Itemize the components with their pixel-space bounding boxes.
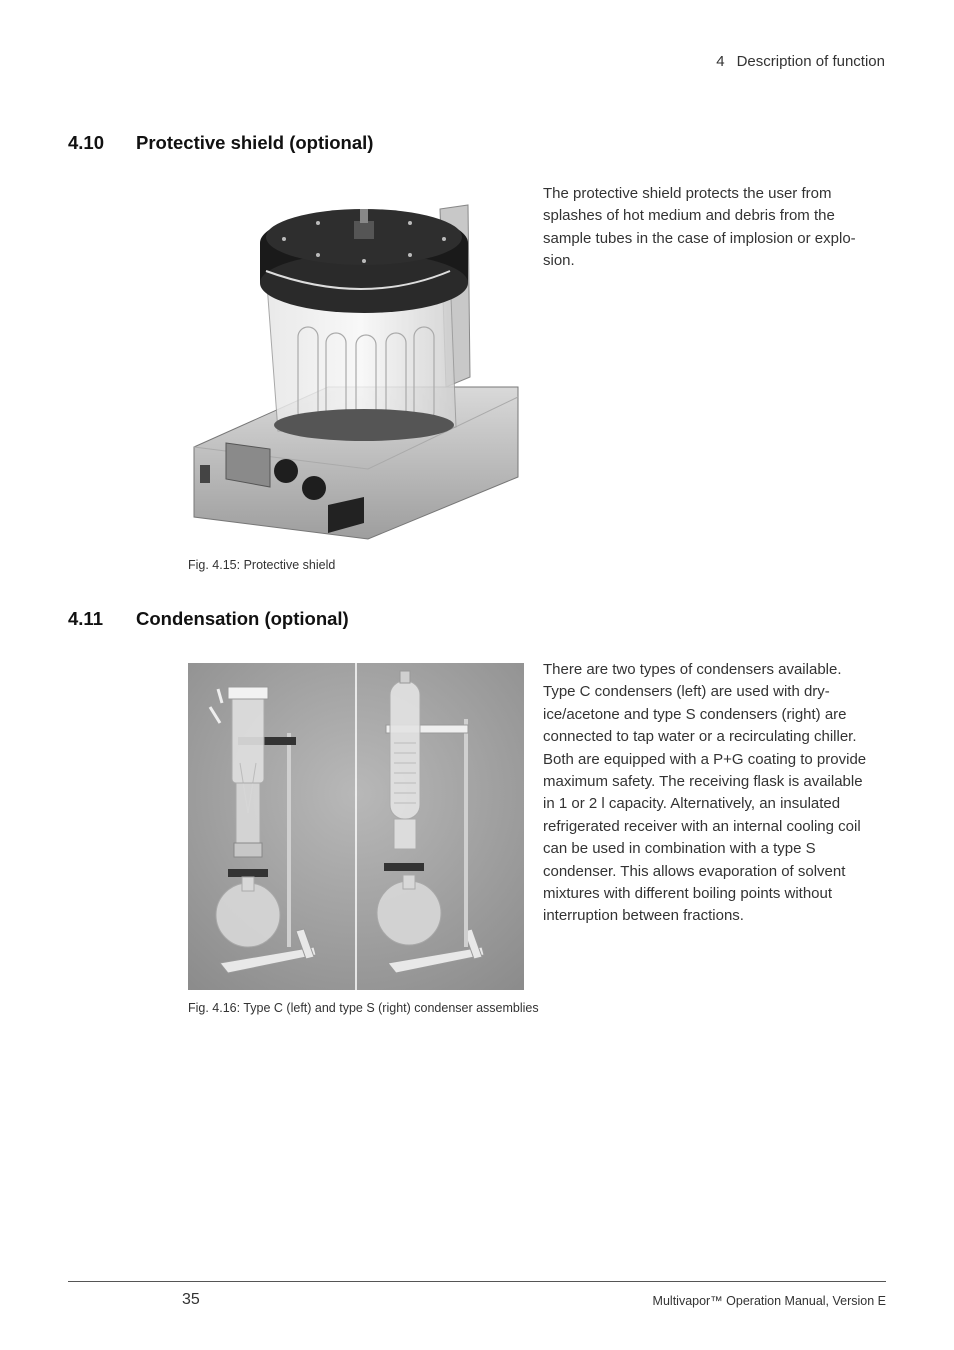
section-title: Condensation (optional) [136, 608, 349, 629]
section-number: 4.10 [68, 132, 105, 153]
chapter-title: Description of function [736, 53, 885, 70]
section-body-4-10: The protective shield protects the user from splashes of hot medium and debris from the sample tubes in the case of implosion or explo-sion. [543, 185, 856, 270]
running-header [600, 53, 885, 70]
section-body-4-11: There are two types of condensers available. Type C condensers (left) are used with dry-ice/acetone and type S condensers (right) are connected to tap water or a recirculating chiller. Both are equipped with a P+G coating to provide maximum safety. The receiving flask is available in 1 or 2 l capacity. Alternatively, an insulated refrigerated receiver with an internal cooling coil can be used in combination with a type S condenser. This allows evaporation of solvent mixtures with different boiling points without interruption between fractions. [543, 661, 867, 925]
protective-shield-photo [188, 187, 524, 547]
figure-caption-4-16: Fig. 4.16: Type C (left) and type S (right) condenser assemblies [188, 1001, 539, 1015]
footer-rule [68, 1281, 886, 1282]
section-heading-4-11 [68, 608, 349, 630]
condenser-assemblies-photo [188, 663, 524, 990]
footer-document-title: Multivapor™ Operation Manual, Version E [652, 1294, 886, 1308]
page-number: 35 [182, 1291, 200, 1308]
section-number: 4.11 [68, 608, 103, 629]
section-heading-4-10 [68, 132, 373, 154]
chapter-number: 4 [716, 53, 725, 70]
section-title: Protective shield (optional) [136, 132, 374, 153]
figure-caption-4-15: Fig. 4.15: Protective shield [188, 558, 336, 572]
